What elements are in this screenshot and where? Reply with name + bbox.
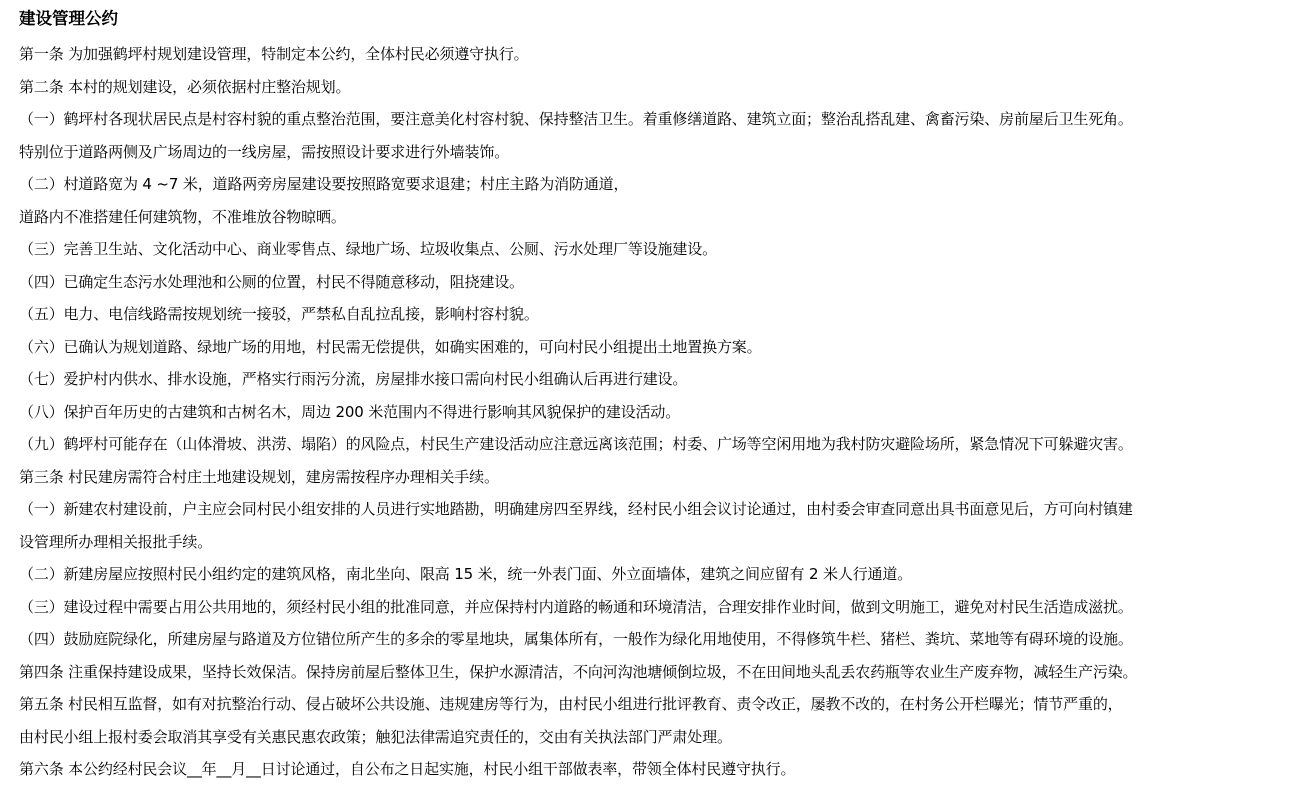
- document-line: （三）建设过程中需要占用公共用地的，须经村民小组的批准同意，并应保持村内道路的畅通和环境清洁，合理安排作业时间，做到文明施工，避免对村民生活造成滋扰。: [19, 597, 1133, 616]
- document-title: 建设管理公约: [19, 9, 118, 28]
- document-line: 设管理所办理相关报批手续。: [19, 532, 213, 551]
- document-line: （五）电力、电信线路需按规划统一接驳，严禁私自乱拉乱接，影响村容村貌。: [19, 305, 539, 323]
- document-line: （四）已确定生态污水处理池和公厕的位置，村民不得随意移动，阻挠建设。: [19, 272, 524, 291]
- document-line: （六）已确认为规划道路、绿地广场的用地，村民需无偿提供，如确实困难的，可向村民小组提出土地置换方案。: [19, 337, 762, 356]
- document-line: 第一条 为加强鹤坪村规划建设管理，特制定本公约，全体村民必须遵守执行。: [19, 45, 529, 63]
- document-line: 第三条 村民建房需符合村庄土地建设规划，建房需按程序办理相关手续。: [19, 467, 499, 486]
- document-line: （三）完善卫生站、文化活动中心、商业零售点、绿地广场、垃圾收集点、公厕、污水处理厂等设施建设。: [19, 240, 717, 258]
- document-line: （七）爱护村内供水、排水设施，严格实行雨污分流，房屋排水接口需向村民小组确认后再进行建设。: [19, 370, 688, 388]
- document-line: （九）鹤坪村可能存在（山体滑坡、洪涝、塌陷）的风险点，村民生产建设活动应注意远离该范围；村委、广场等空闲用地为我村防灾避险场所，紧急情况下可躲避灾害。: [19, 435, 1133, 453]
- document-line: 由村民小组上报村委会取消其享受有关惠民惠农政策；触犯法律需追究责任的，交由有关执法部门严肃处理。: [19, 727, 732, 746]
- document-line: （一）鹤坪村各现状居民点是村容村貌的重点整治范围，要注意美化村容村貌、保持整洁卫生。着重修缮道路、建筑立面；整治乱搭乱建、禽畜污染、房前屋后卫生死角。: [19, 110, 1133, 128]
- document-line: 第五条 村民相互监督，如有对抗整治行动、侵占破坏公共设施、违规建房等行为，由村民小组进行批评教育、责令改正，屡教不改的，在村务公开栏曝光；情节严重的，: [19, 695, 1123, 713]
- document-line: （二）新建房屋应按照村民小组约定的建筑风格，南北坐向、限高 15 米，统一外表门面、外立面墙体，建筑之间应留有 2 米人行通道。: [19, 565, 913, 583]
- document-line: 特别位于道路两侧及广场周边的一线房屋，需按照设计要求进行外墙装饰。: [19, 142, 510, 161]
- document-line: 第四条 注重保持建设成果，坚持长效保洁。保持房前屋后整体卫生，保护水源清洁，不向河沟池塘倾倒垃圾，不在田间地头乱丢农药瓶等农业生产废弃物，减轻生产污染。: [19, 662, 1138, 681]
- document-line: （四）鼓励庭院绿化，所建房屋与路道及方位错位所产生的多余的零星地块，属集体所有，一般作为绿化用地使用，不得修筑牛栏、猪栏、粪坑、菜地等有碍环境的设施。: [19, 630, 1133, 648]
- document-line: （一）新建农村建设前，户主应会同村民小组安排的人员进行实地踏勘，明确建房四至界线，经村民小组会议讨论通过，由村委会审查同意出具书面意见后，方可向村镇建: [19, 500, 1133, 518]
- document-line: （二）村道路宽为 4 ~7 米，道路两旁房屋建设要按照路宽要求退建；村庄主路为消防通道，: [19, 175, 629, 193]
- document-line: 道路内不准搭建任何建筑物，不准堆放谷物晾晒。: [19, 207, 346, 226]
- document-line: 第二条 本村的规划建设，必须依据村庄整治规划。: [19, 77, 351, 96]
- document-body: [19, 38, 1296, 786]
- document-line: （八）保护百年历史的古建筑和古树名木，周边 200 米范围内不得进行影响其风貌保护的建设活动。: [19, 402, 681, 421]
- document-line: 第六条 本公约经村民会议__年__月__日讨论通过，自公布之日起实施，村民小组干部做表率，带领全体村民遵守执行。: [19, 760, 796, 778]
